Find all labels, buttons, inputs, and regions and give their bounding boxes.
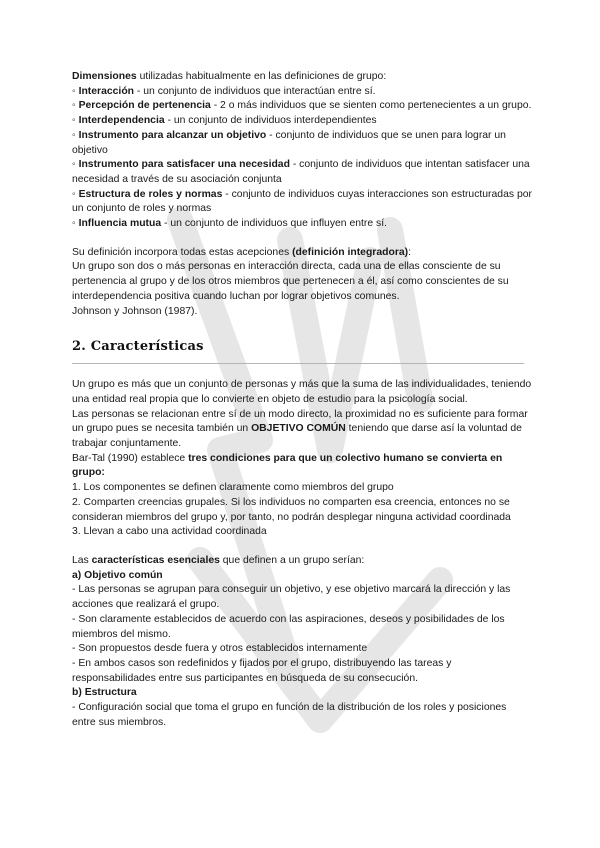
list-item: - En ambos casos son redefinidos y fijados por el grupo, distribuyendo las tareas y responsabilidades entre sus participantes en búsqueda de su consecución. [72, 657, 452, 684]
document-page [72, 70, 532, 730]
definition-citation: Johnson y Johnson (1987). [72, 305, 198, 317]
condition-item: 3. Llevan a cabo una actividad coordinada [72, 526, 267, 538]
paragraph: Un grupo es más que un conjunto de personas y más que la suma de las individualidades, teniendo una entidad real propia que lo convierte en objeto de estudio para la psicología social. [72, 379, 532, 405]
definition-body: Un grupo son dos o más personas en interacción directa, cada una de ellas consciente de su pertenencia al grupo y de los otros miembros que pertenecen a él, así como conscientes de su interdependencia positiva cuando luchan por lograr objetivos comunes. [72, 261, 509, 302]
section-heading: 2. Características [72, 339, 204, 355]
subsection-title: a) Objetivo común [72, 569, 163, 581]
condition-item: 1. Los componentes se definen claramente como miembros del grupo [72, 482, 394, 494]
dimension-item: ◦ Instrumento para alcanzar un objetivo - conjunto de individuos que se unen para lograr un objetivo [72, 129, 506, 156]
section-divider [72, 363, 524, 364]
list-item: - Son claramente establecidos de acuerdo con las aspiraciones, deseos y posibilidades de los miembros del mismo. [72, 613, 505, 640]
list-item: - Son propuestos desde fuera y otros establecidos internamente [72, 643, 368, 655]
paragraph: Bar-Tal (1990) establece tres condiciones para que un colectivo humano se convierta en grupo: [72, 452, 503, 479]
dimension-item: ◦ Instrumento para satisfacer una necesidad - conjunto de individuos que intentan satisfacer una necesidad a través de su asociación conjunta [72, 159, 530, 185]
dimensions-intro: Dimensiones utilizadas habitualmente en las definiciones de grupo: [72, 71, 387, 82]
paragraph: Las personas se relacionan entre sí de un modo directo, la proximidad no es suficiente para formar un grupo pues se necesita también un OBJETIVO COMÚN teniendo que darse así la voluntad de trabajar conjuntamente. [72, 408, 528, 450]
dimension-item: ◦ Influencia mutua - un conjunto de individuos que influyen entre sí. [72, 218, 387, 230]
subsection-title: b) Estructura [72, 687, 137, 699]
dimension-item: ◦ Percepción de pertenencia - 2 o más individuos que se sienten como pertenecientes a un grupo. [72, 100, 532, 112]
dimension-item: ◦ Interdependencia - un conjunto de individuos interdependientes [72, 115, 377, 127]
list-item: - Las personas se agrupan para conseguir un objetivo, y ese objetivo marcará la dirección y las acciones que realizará el grupo. [72, 584, 511, 611]
dimension-item: ◦ Interacción - un conjunto de individuos que interactúan entre sí. [72, 85, 376, 97]
definition-lead: Su definición incorpora todas estas acepciones (definición integradora): [72, 246, 412, 258]
dimension-item: ◦ Estructura de roles y normas - conjunto de individuos cuyas interacciones son estructuradas por un conjunto de roles y normas [72, 188, 532, 215]
condition-item: 2. Comparten creencias grupales. Si los individuos no comparten esa creencia, entonces no se consideran miembros del grupo y, por tanto, no podrán desplegar ninguna actividad coordinada [72, 496, 511, 523]
essentials-intro: Las características esenciales que definen a un grupo serían: [72, 554, 365, 566]
list-item: - Configuración social que toma el grupo en función de la distribución de los roles y posiciones entre sus miembros. [72, 702, 507, 728]
